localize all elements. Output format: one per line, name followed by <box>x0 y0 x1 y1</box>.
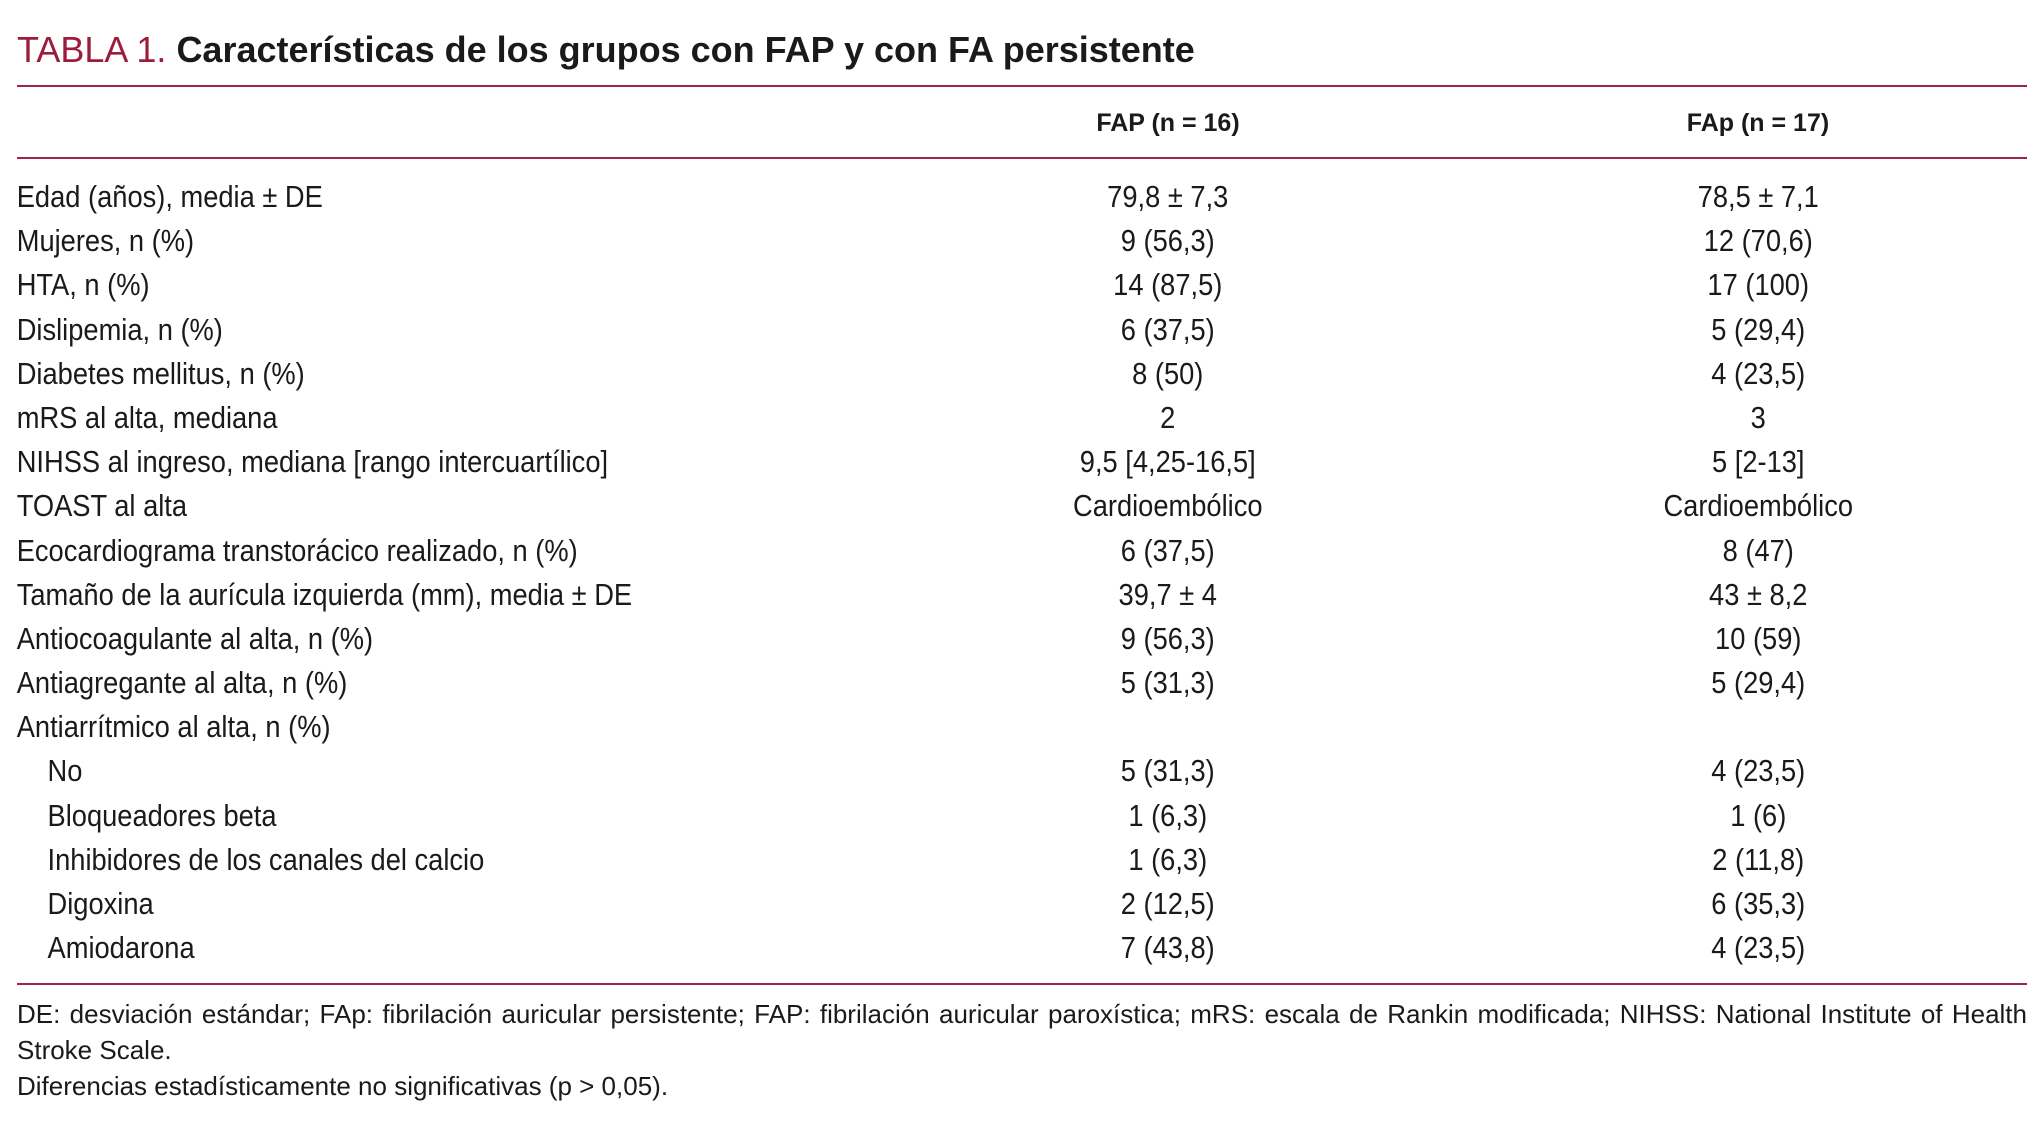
table-footnotes <box>17 996 2027 1104</box>
cell-fap: 9 (56,3) <box>1120 620 1215 656</box>
cell-fap: 1 (6,3) <box>1128 841 1208 877</box>
cell-fap: 5 (31,3) <box>1120 753 1215 789</box>
row-label: HTA, n (%) <box>16 267 150 303</box>
header-rule <box>17 157 2027 159</box>
cell-fap: 9,5 [4,25-16,5] <box>1079 444 1256 480</box>
table-row <box>0 882 1806 926</box>
table-row <box>0 529 1796 573</box>
row-label: Tamaño de la aurícula izquierda (mm), media ± DE <box>16 576 633 612</box>
cell-fa-persistente: 10 (59) <box>1715 620 1802 656</box>
cell-fa-persistente: 43 ± 8,2 <box>1709 576 1808 612</box>
table-number: TABLA 1. <box>17 29 167 70</box>
table-row <box>0 617 1802 661</box>
table-row <box>0 308 1806 352</box>
row-label: Digoxina <box>47 886 154 921</box>
table-row <box>0 749 1806 793</box>
table-row <box>0 705 1796 749</box>
table-row <box>0 219 1813 263</box>
cell-fa-persistente: 2 (11,8) <box>1712 841 1805 877</box>
row-label: Antiagregante al alta, n (%) <box>16 665 348 701</box>
cell-fa-persistente: 5 (29,4) <box>1711 311 1806 347</box>
row-label: Mujeres, n (%) <box>16 223 195 259</box>
column-header-fa-persistente: FAp (n = 17) <box>1686 109 1830 137</box>
row-label: NIHSS al ingreso, mediana [rango intercuartílico] <box>16 444 609 480</box>
cell-fap: 39,7 ± 4 <box>1118 576 1217 612</box>
table-caption: Características de los grupos con FAP y con FA persistente <box>176 29 1195 70</box>
row-label: Amiodarona <box>47 930 195 966</box>
table-row <box>0 573 1808 617</box>
cell-fap: 2 <box>1160 399 1176 435</box>
cell-fap: 5 (31,3) <box>1120 665 1215 701</box>
row-label: Edad (años), media ± DE <box>16 179 323 214</box>
table-row <box>0 440 1805 484</box>
table-row <box>0 484 1854 528</box>
cell-fa-persistente: 78,5 ± 7,1 <box>1697 179 1819 214</box>
row-label: No <box>47 753 83 789</box>
cell-fa-persistente: Cardioembólico <box>1663 488 1854 524</box>
row-label: mRS al alta, mediana <box>16 399 278 435</box>
cell-fa-persistente: 12 (70,6) <box>1703 223 1813 259</box>
table-row <box>0 352 1806 396</box>
table-row <box>0 396 1796 440</box>
row-label: Inhibidores de los canales del calcio <box>47 841 485 877</box>
cell-fap: 79,8 ± 7,3 <box>1107 179 1229 214</box>
bottom-rule <box>17 983 2027 985</box>
cell-fap: Cardioembólico <box>1072 488 1263 524</box>
table-row <box>0 926 1806 970</box>
table-title <box>17 28 1195 72</box>
cell-fa-persistente: 5 (29,4) <box>1711 665 1806 701</box>
row-label: Ecocardiograma transtorácico realizado, n (%) <box>16 532 578 568</box>
cell-fa-persistente: 1 (6) <box>1730 797 1787 833</box>
cell-fap: 1 (6,3) <box>1128 797 1208 833</box>
cell-fa-persistente: 3 <box>1750 399 1766 435</box>
footnote-significance: Diferencias estadísticamente no significativas (p > 0,05). <box>17 1071 669 1101</box>
cell-fa-persistente: 8 (47) <box>1722 532 1794 568</box>
row-label: Antiocoagulante al alta, n (%) <box>16 620 374 656</box>
cell-fap: 7 (43,8) <box>1120 930 1215 966</box>
table-row <box>0 838 1805 882</box>
cell-fa-persistente: 4 (23,5) <box>1711 355 1806 391</box>
cell-fa-persistente: 17 (100) <box>1707 267 1810 303</box>
cell-fa-persistente: 5 [2-13] <box>1711 444 1805 480</box>
column-header-fap: FAP (n = 16) <box>1096 109 1240 137</box>
table-row <box>0 794 1796 838</box>
row-label: Diabetes mellitus, n (%) <box>16 355 305 391</box>
row-label: Dislipemia, n (%) <box>16 311 223 347</box>
cell-fa-persistente: 6 (35,3) <box>1711 886 1806 921</box>
table-row <box>0 661 1806 705</box>
cell-fap: 8 (50) <box>1132 355 1204 391</box>
cell-fap: 14 (87,5) <box>1113 267 1223 303</box>
row-label: Antiarrítmico al alta, n (%) <box>16 709 331 745</box>
table-body <box>0 175 2041 970</box>
cell-fa-persistente: 4 (23,5) <box>1711 753 1806 789</box>
row-label: Bloqueadores beta <box>47 797 277 833</box>
footnote-abbreviations: DE: desviación estándar; FAp: fibrilación auricular persistente; FAP: fibrilación auricular paroxística; mRS: escala de Rankin modificada; NIHSS: National Institute of Health Stroke Scale. <box>17 999 2027 1065</box>
cell-fap: 2 (12,5) <box>1120 886 1215 921</box>
cell-fap: 6 (37,5) <box>1120 532 1215 568</box>
table-row <box>0 263 1810 307</box>
top-rule <box>17 85 2027 87</box>
cell-fap: 9 (56,3) <box>1120 223 1215 259</box>
table-row <box>0 175 1819 219</box>
cell-fa-persistente: 4 (23,5) <box>1711 930 1806 966</box>
row-label: TOAST al alta <box>16 488 188 524</box>
cell-fap: 6 (37,5) <box>1120 311 1215 347</box>
